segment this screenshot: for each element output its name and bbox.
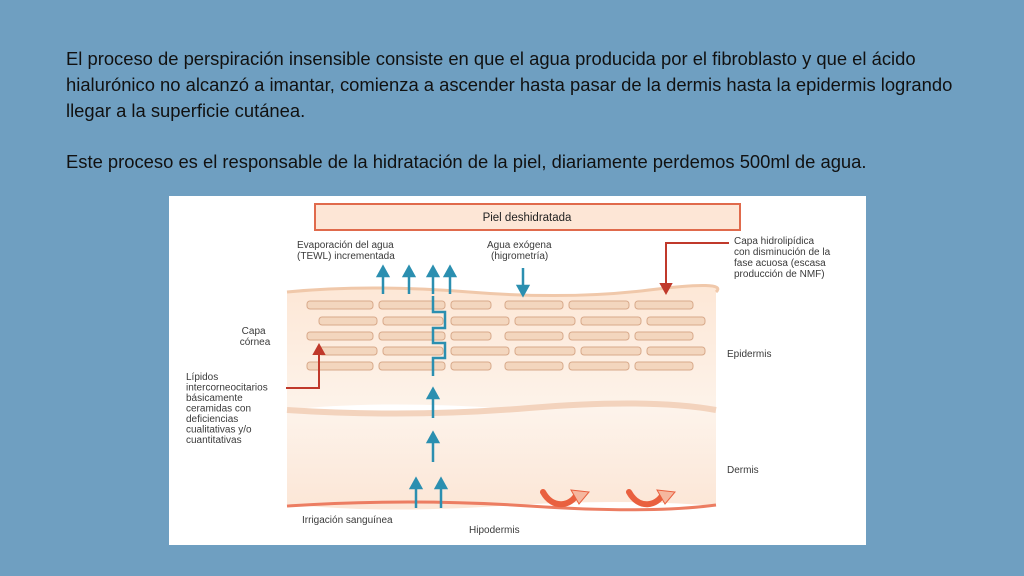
lipids-line-3: básicamente xyxy=(186,393,243,404)
corneocyte xyxy=(451,301,491,309)
stratum-corneum-line-2: córnea xyxy=(239,337,271,348)
exogenous-water-line-1: Agua exógena xyxy=(487,240,552,251)
lipids-line-6: cualitativas y/o xyxy=(186,424,252,436)
corneocyte xyxy=(505,332,563,340)
corneocyte xyxy=(635,301,693,309)
hydrolipid-layer-label xyxy=(734,236,833,280)
corneocyte xyxy=(383,317,443,325)
corneocyte xyxy=(647,317,705,325)
exogenous-water-arrow xyxy=(518,268,528,295)
corneocyte xyxy=(307,301,373,309)
skin-diagram xyxy=(169,196,866,545)
corneocyte xyxy=(319,317,377,325)
lipids-line-4: ceramidas con xyxy=(186,403,252,415)
corneocyte xyxy=(569,332,629,340)
hydrolipid-line-4: producción de NMF) xyxy=(734,269,825,280)
corneocyte xyxy=(515,317,575,325)
corneocyte xyxy=(307,332,373,340)
hydration-paragraph: Este proceso es el responsable de la hidratación de la piel, diariamente perdemos 500ml de agua. xyxy=(66,151,867,172)
corneocyte xyxy=(451,332,491,340)
corneocyte xyxy=(515,347,575,355)
corneocyte xyxy=(505,362,563,370)
evaporation-line-1: Evaporación del agua xyxy=(297,240,394,251)
corneocyte xyxy=(647,347,705,355)
corneocyte xyxy=(319,347,377,355)
corneocyte xyxy=(569,301,629,309)
corneocyte xyxy=(307,362,373,370)
corneocyte xyxy=(451,317,509,325)
hydrolipid-line-2: con disminución de la xyxy=(734,247,831,258)
corneocyte xyxy=(635,362,693,370)
corneocyte xyxy=(379,301,445,309)
corneocyte xyxy=(569,362,629,370)
hypodermis-label: Hipodermis xyxy=(469,525,520,536)
corneocyte xyxy=(635,332,693,340)
stratum-corneum-label xyxy=(240,326,271,348)
corneocyte xyxy=(581,317,641,325)
corneocyte xyxy=(379,332,445,340)
blood-irrigation-label: Irrigación sanguínea xyxy=(302,515,393,526)
lipids-label xyxy=(186,372,271,446)
lipids-line-2: intercorneocitarios xyxy=(186,382,268,394)
exogenous-water-label xyxy=(487,240,554,262)
evaporation-label xyxy=(297,240,397,262)
dermis-label: Dermis xyxy=(727,465,759,476)
hydrolipid-line-1: Capa hidrolipídica xyxy=(734,236,815,247)
lipids-line-1: Lípidos xyxy=(186,372,219,383)
corneocyte xyxy=(379,362,445,370)
lipids-line-5: deficiencias xyxy=(186,414,239,425)
hydrolipid-callout-arrow xyxy=(666,243,729,286)
evaporation-line-2: (TEWL) incrementada xyxy=(297,251,395,262)
exogenous-water-line-2: (higrometría) xyxy=(491,251,549,262)
corneocyte xyxy=(451,347,509,355)
epidermis-label: Epidermis xyxy=(727,349,772,360)
dermis-band xyxy=(287,403,716,509)
corneocyte xyxy=(451,362,491,370)
intro-paragraph: El proceso de perspiración insensible consiste en que el agua producida por el fibroblasto y que el ácido hialurónico no alcanzó a imantar, comienza a ascender hasta pasar de la dermis hasta la epidermis logrando llegar a la superficie cutánea. xyxy=(66,48,953,121)
corneocyte xyxy=(383,347,443,355)
lipids-line-7: cuantitativas xyxy=(186,435,242,446)
corneocyte xyxy=(581,347,641,355)
hydrolipid-line-3: fase acuosa (escasa xyxy=(734,258,826,269)
corneocyte xyxy=(505,301,563,309)
diagram-title: Piel deshidratada xyxy=(482,212,572,224)
stratum-corneum-line-1: Capa xyxy=(241,326,266,337)
